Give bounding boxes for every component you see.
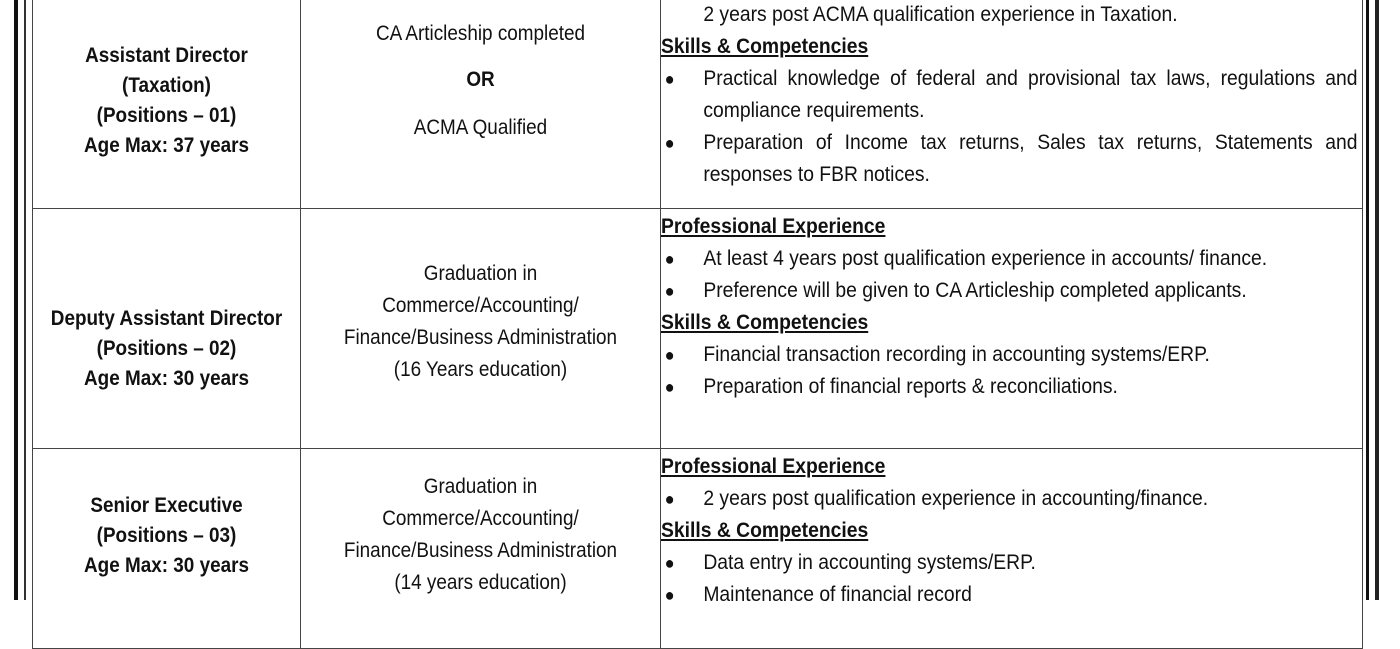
qualification-line: ACMA Qualified (413, 115, 548, 139)
experience-heading: Professional Experience (661, 455, 886, 478)
skills-heading: Skills & Competencies (661, 35, 869, 58)
qualification-cell (301, 449, 661, 649)
page-border-inner-left (24, 0, 26, 600)
post-cell (33, 449, 301, 649)
skills-list (661, 339, 1358, 403)
bullet-icon: ● (664, 281, 675, 301)
qualification-line: Graduation in (423, 475, 538, 498)
age-limit: Age Max: 30 years (84, 366, 249, 390)
table-row-deputy-assistant-director (33, 209, 1363, 449)
list-item: ● Financial transaction recording in accounting systems/ERP. (661, 339, 1358, 371)
list-item: ● Preparation of Income tax returns, Sales tax returns, Statements and responses to FBR notices. (661, 127, 1358, 191)
skills-list (661, 63, 1358, 191)
list-item: ● Data entry in accounting systems/ERP. (661, 547, 1358, 579)
experience-cell (661, 209, 1363, 449)
skills-heading: Skills & Competencies (661, 519, 869, 542)
experience-cell (661, 0, 1363, 209)
skills-list (661, 547, 1358, 611)
qualification-cell (301, 209, 661, 449)
table-row-assistant-director (33, 0, 1363, 209)
list-item: ● At least 4 years post qualification experience in accounts/ finance. (661, 243, 1358, 275)
bullet-icon: ● (664, 345, 675, 365)
bullet-icon: ● (664, 553, 675, 573)
list-item: ● Preference will be given to CA Articleship completed applicants. (661, 275, 1358, 307)
table-row-senior-executive (33, 449, 1363, 649)
qualification-line: Finance/Business Administration (343, 325, 618, 349)
bullet-icon: ● (664, 249, 675, 269)
page-border-right (1375, 0, 1379, 600)
bullet-icon: ● (664, 489, 675, 509)
page-border-inner-right (1366, 0, 1369, 600)
positions-count: (Positions – 01) (96, 103, 237, 127)
experience-heading: Professional Experience (661, 215, 886, 238)
post-title: Senior Executive (90, 494, 243, 517)
bullet-icon: ● (664, 69, 675, 89)
positions-count: (Positions – 03) (96, 524, 237, 547)
list-item: ● 2 years post qualification experience in accounting/finance. (661, 483, 1358, 515)
bullet-icon: ● (664, 133, 675, 153)
qualification-line: Graduation in (423, 261, 538, 285)
positions-count: (Positions – 02) (96, 336, 237, 360)
or-label: OR (466, 67, 495, 91)
post-cell (33, 0, 301, 209)
post-title: Assistant Director (85, 43, 248, 67)
age-limit: Age Max: 30 years (84, 554, 249, 577)
qualification-line: Commerce/Accounting/ (382, 293, 579, 317)
bullet-icon: ● (664, 377, 675, 397)
page-border-left (14, 0, 18, 600)
experience-cell (661, 449, 1363, 649)
post-title: Deputy Assistant Director (50, 306, 283, 330)
experience-list (661, 243, 1358, 307)
list-item: ● Maintenance of financial record (661, 579, 1358, 611)
age-limit: Age Max: 37 years (84, 133, 249, 157)
post-subtitle: (Taxation) (122, 73, 211, 97)
qualification-line: Finance/Business Administration (343, 539, 618, 562)
qualification-line: (16 Years education) (393, 357, 568, 381)
qualification-line: CA Articleship completed (375, 21, 586, 45)
post-cell (33, 209, 301, 449)
job-positions-table (32, 0, 1363, 649)
list-item: ● Practical knowledge of federal and provisional tax laws, regulations and compliance requirements. (661, 63, 1358, 127)
qualification-cell (301, 0, 661, 209)
bullet-icon: ● (664, 585, 675, 605)
experience-line: 2 years post ACMA qualification experience in Taxation. (703, 3, 1178, 26)
list-item: ● Preparation of financial reports & reconciliations. (661, 371, 1358, 403)
experience-list (661, 483, 1358, 515)
qualification-line: Commerce/Accounting/ (382, 507, 579, 530)
qualification-line: (14 years education) (394, 571, 567, 594)
skills-heading: Skills & Competencies (661, 311, 869, 334)
